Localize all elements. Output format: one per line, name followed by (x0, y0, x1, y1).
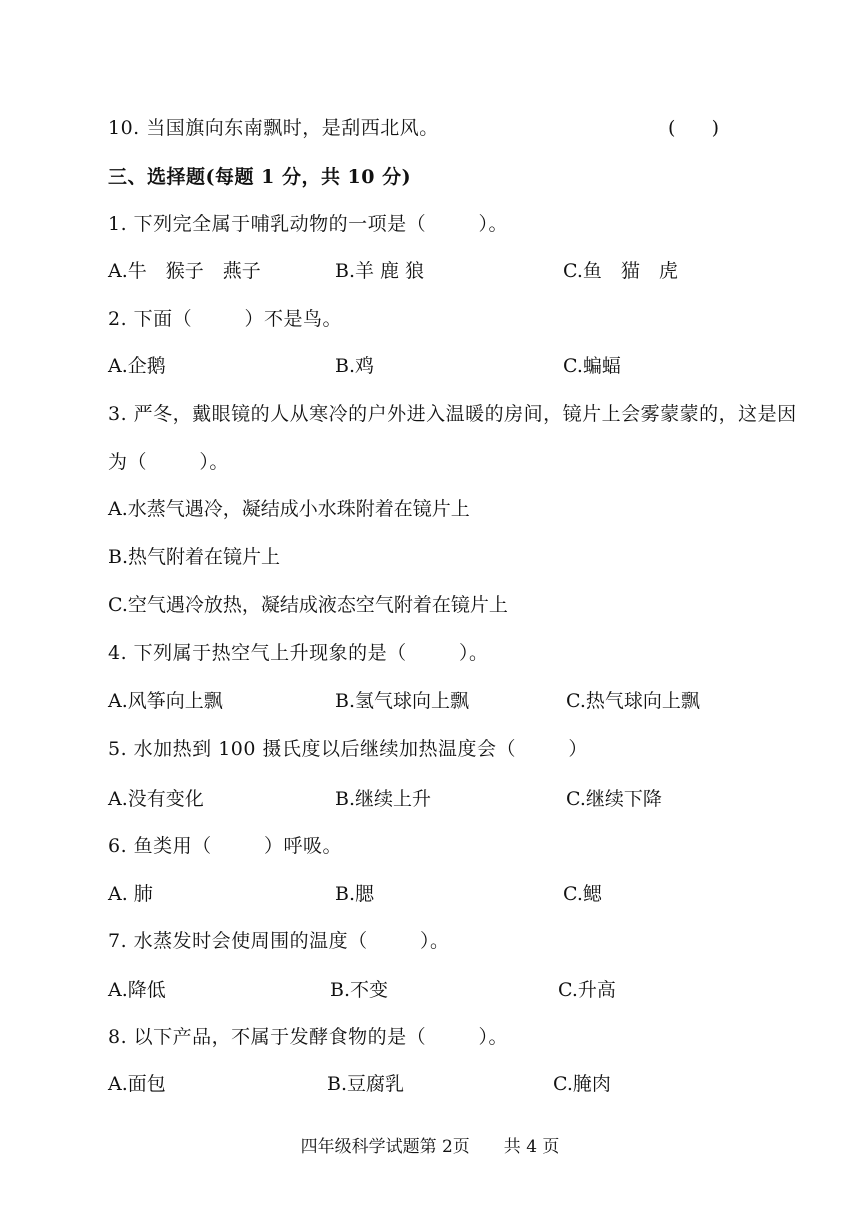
question-3-option-c[interactable]: C.空气遇冷放热，凝结成液态空气附着在镜片上 (108, 594, 508, 616)
question-1-option-b[interactable]: B.羊 鹿 狼 (335, 260, 425, 282)
section-title: 三、选择题(每题 1 分，共 10 分) (108, 166, 412, 188)
question-6-stem: 6. 鱼类用（ ）呼吸。 (108, 835, 342, 857)
question-5-option-c[interactable]: C.继续下降 (566, 788, 662, 810)
question-3-option-b[interactable]: B.热气附着在镜片上 (108, 546, 281, 568)
question-7-option-b[interactable]: B.不变 (330, 979, 389, 1001)
question-8-option-a[interactable]: A.面包 (108, 1073, 166, 1095)
question-8-option-c[interactable]: C.腌肉 (553, 1073, 611, 1095)
question-4-stem: 4. 下列属于热空气上升现象的是（ ）。 (108, 642, 489, 664)
question-1-stem: 1. 下列完全属于哺乳动物的一项是（ ）。 (108, 213, 508, 235)
question-7-option-c[interactable]: C.升高 (558, 979, 616, 1001)
question-5-option-a[interactable]: A.没有变化 (108, 788, 204, 810)
question-6-option-c[interactable]: C.鳃 (563, 883, 602, 905)
question-2-option-a[interactable]: A.企鹅 (108, 355, 166, 377)
question-1-option-c[interactable]: C.鱼 猫 虎 (563, 260, 678, 282)
question-7-stem: 7. 水蒸发时会使周围的温度（ ）。 (108, 930, 450, 952)
question-10-stem: 10. 当国旗向东南飘时，是刮西北风。 (108, 117, 439, 139)
question-5-option-b[interactable]: B.继续上升 (335, 788, 432, 810)
question-8-option-b[interactable]: B.豆腐乳 (327, 1073, 405, 1095)
question-2-stem: 2. 下面（ ）不是鸟。 (108, 308, 342, 330)
question-2-option-c[interactable]: C.蝙蝠 (563, 355, 621, 377)
question-4-option-c[interactable]: C.热气球向上飘 (566, 690, 700, 712)
question-7-option-a[interactable]: A.降低 (108, 979, 166, 1001)
question-4-option-a[interactable]: A.风筝向上飘 (108, 690, 223, 712)
question-8-stem: 8. 以下产品，不属于发酵食物的是（ ）。 (108, 1026, 508, 1048)
question-1-option-a[interactable]: A.牛 猴子 燕子 (108, 260, 261, 282)
answer-bracket[interactable]: ( ) (668, 117, 720, 139)
question-2-option-b[interactable]: B.鸡 (335, 355, 375, 377)
question-6-option-b[interactable]: B.腮 (335, 883, 375, 905)
question-4-option-b[interactable]: B.氢气球向上飘 (335, 690, 470, 712)
question-3-option-a[interactable]: A.水蒸气遇冷，凝结成小水珠附着在镜片上 (108, 498, 470, 520)
question-3-stem: 3. 严冬，戴眼镜的人从寒冷的户外进入温暖的房间，镜片上会雾蒙蒙的，这是因 (108, 403, 797, 425)
question-3-stem-continued: 为（ ）。 (108, 451, 229, 473)
question-6-option-a[interactable]: A. 肺 (108, 883, 153, 905)
question-5-stem: 5. 水加热到 100 摄氏度以后继续加热温度会（ ） (108, 738, 588, 760)
page-footer: 四年级科学试题第 2页 共 4 页 (300, 1137, 560, 1157)
